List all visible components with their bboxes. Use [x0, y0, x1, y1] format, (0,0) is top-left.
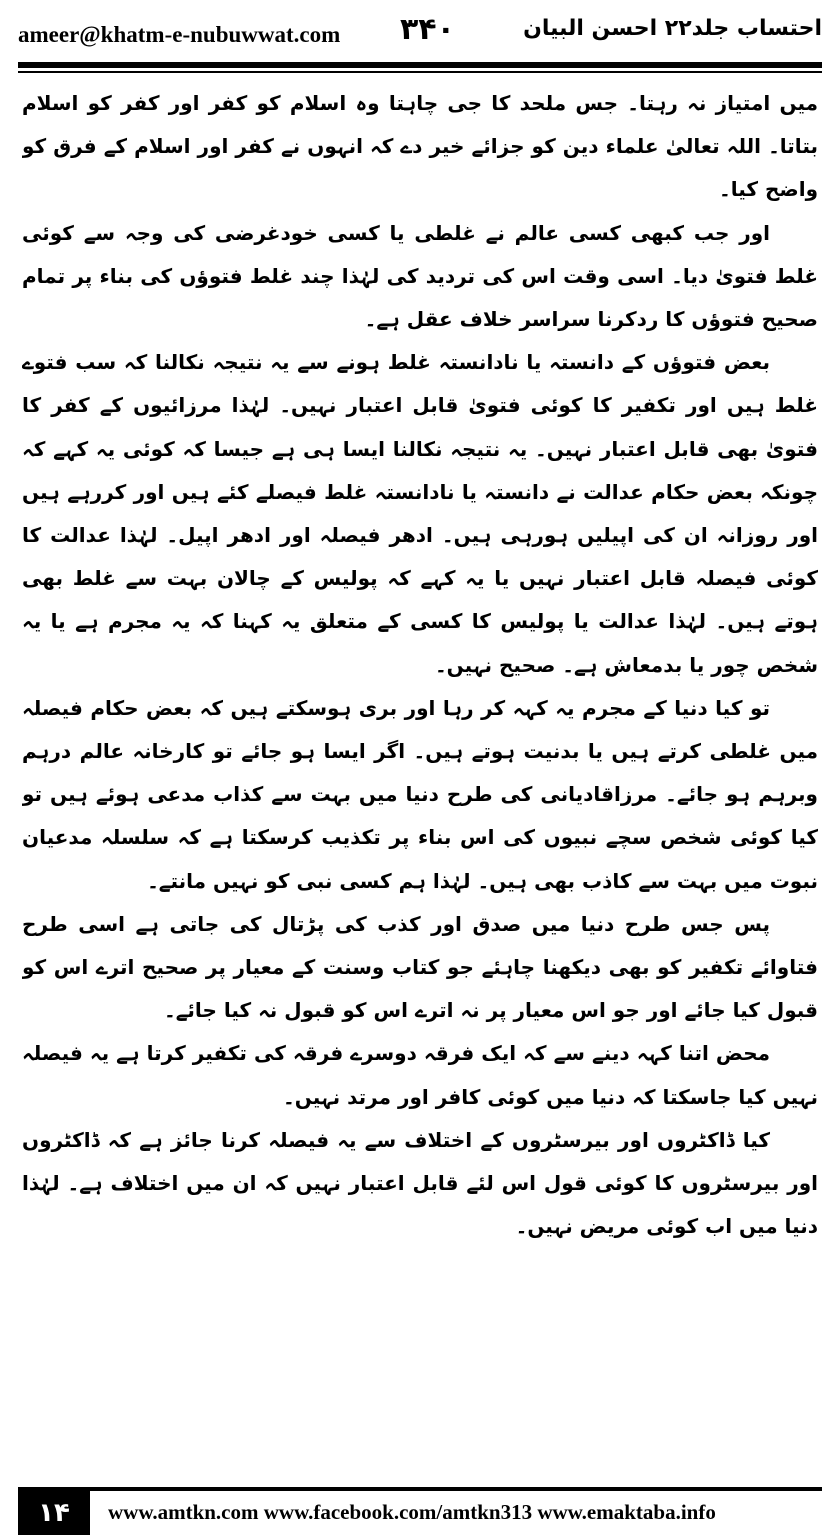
footer-page-number: ۱۴ — [18, 1491, 90, 1535]
footer-urls: www.amtkn.com www.facebook.com/amtkn313 www.emaktaba.info — [108, 1500, 716, 1524]
paragraph: اور جب کبھی کسی عالم نے غلطی یا کسی خودغرضی کی وجہ سے کوئی غلط فتویٰ دیا۔ اسی وقت اس کی تردید کی لہٰذا چند غلط فتوؤں کی بناء پر تمام صحیح فتوؤں کا ردکرنا سراسر خلاف عقل ہے۔ — [22, 220, 818, 332]
header-page-number: ۳۴۰ — [400, 12, 455, 47]
paragraph: کیا ڈاکٹروں اور بیرسٹروں کے اختلاف سے یہ فیصلہ کرنا جائز ہے کہ ڈاکٹروں اور بیرسٹروں کا کوئی قول اس لئے قابل اعتبار نہیں کہ ان میں اختلاف ہے۔ لہٰذا دنیا میں اب کوئی مریض نہیں۔ — [22, 1127, 818, 1239]
paragraph: میں امتیاز نہ رہتا۔ جس ملحد کا جی چاہتا وہ اسلام کو کفر اور کفر کو اسلام بتاتا۔ اللہ تعالیٰ علماء دین کو جزائے خیر دے کہ انہوں نے کفر اور اسلام کے فرق کو واضح کیا۔ — [22, 91, 818, 202]
page-header — [18, 8, 822, 64]
header-rule-thick — [18, 62, 822, 68]
paragraph: محض اتنا کہہ دینے سے کہ ایک فرقہ دوسرے فرقہ کی تکفیر کرتا ہے یہ فیصلہ نہیں کیا جاسکتا کہ دنیا میں کوئی کافر اور مرتد نہیں۔ — [22, 1041, 818, 1109]
paragraph: پس جس طرح دنیا میں صدق اور کذب کی پڑتال کی جاتی ہے اسی طرح فتاوائے تکفیر کو بھی دیکھنا چاہئے جو کتاب وسنت کے معیار پر صحیح اترے اس کو قبول کیا جائے اور جو اس معیار پر نہ اترے اس کو قبول نہ کیا جائے۔ — [22, 911, 818, 1023]
paragraph: بعض فتوؤں کے دانستہ یا نادانستہ غلط ہونے سے یہ نتیجہ نکالنا کہ سب فتوے غلط ہیں اور تکفیر کا کوئی فتویٰ قابل اعتبار نہیں۔ لہٰذا مرزائیوں کے کفر کا فتویٰ بھی قابل اعتبار نہیں۔ یہ نتیجہ نکالنا ایسا ہی ہے جیسا کہ کوئی یہ کہے کہ چونکہ بعض حکام عدالت نے دانستہ یا نادانستہ غلط فیصلے کئے ہیں اور کررہے ہیں اور روزانہ ان کی اپیلیں ہورہی ہیں۔ ادھر فیصلہ اور ادھر اپیل۔ لہٰذا عدالت کا کوئی فیصلہ قابل اعتبار نہیں یا یہ کہے کہ پولیس کے چالان بہت سے غلط بھی ہوتے ہیں۔ لہٰذا عدالت یا پولیس کا کسی کے متعلق یہ کہنا کہ یہ مجرم ہے یا یہ شخص چور یا بدمعاش ہے۔ صحیح نہیں۔ — [22, 350, 818, 677]
header-email: ameer@khatm-e-nubuwwat.com — [18, 22, 341, 47]
header-rule-thin — [18, 71, 822, 73]
header-book-title: احتساب جلد۲۲ احسن البیان — [523, 16, 822, 41]
paragraph: تو کیا دنیا کے مجرم یہ کہہ کر رہا اور بری ہوسکتے ہیں کہ بعض حکام فیصلہ میں غلطی کرتے ہیں یا بدنیت ہوتے ہیں۔ اگر ایسا ہو جائے تو کارخانہ عالم درہم وبرہم ہو جائے۔ مرزاقادیانی کی طرح دنیا میں بہت سے کذاب مدعی ہوئے ہیں تو کیا کوئی شخص سچے نبیوں کی اس بناء پر تکذیب کرسکتا ہے کہ سلسلہ مدعیان نبوت میں بہت سے کاذب بھی ہیں۔ لہٰذا ہم کسی نبی کو نہیں مانتے۔ — [22, 695, 818, 893]
footer-rule — [18, 1487, 822, 1491]
body-text — [22, 82, 818, 1470]
